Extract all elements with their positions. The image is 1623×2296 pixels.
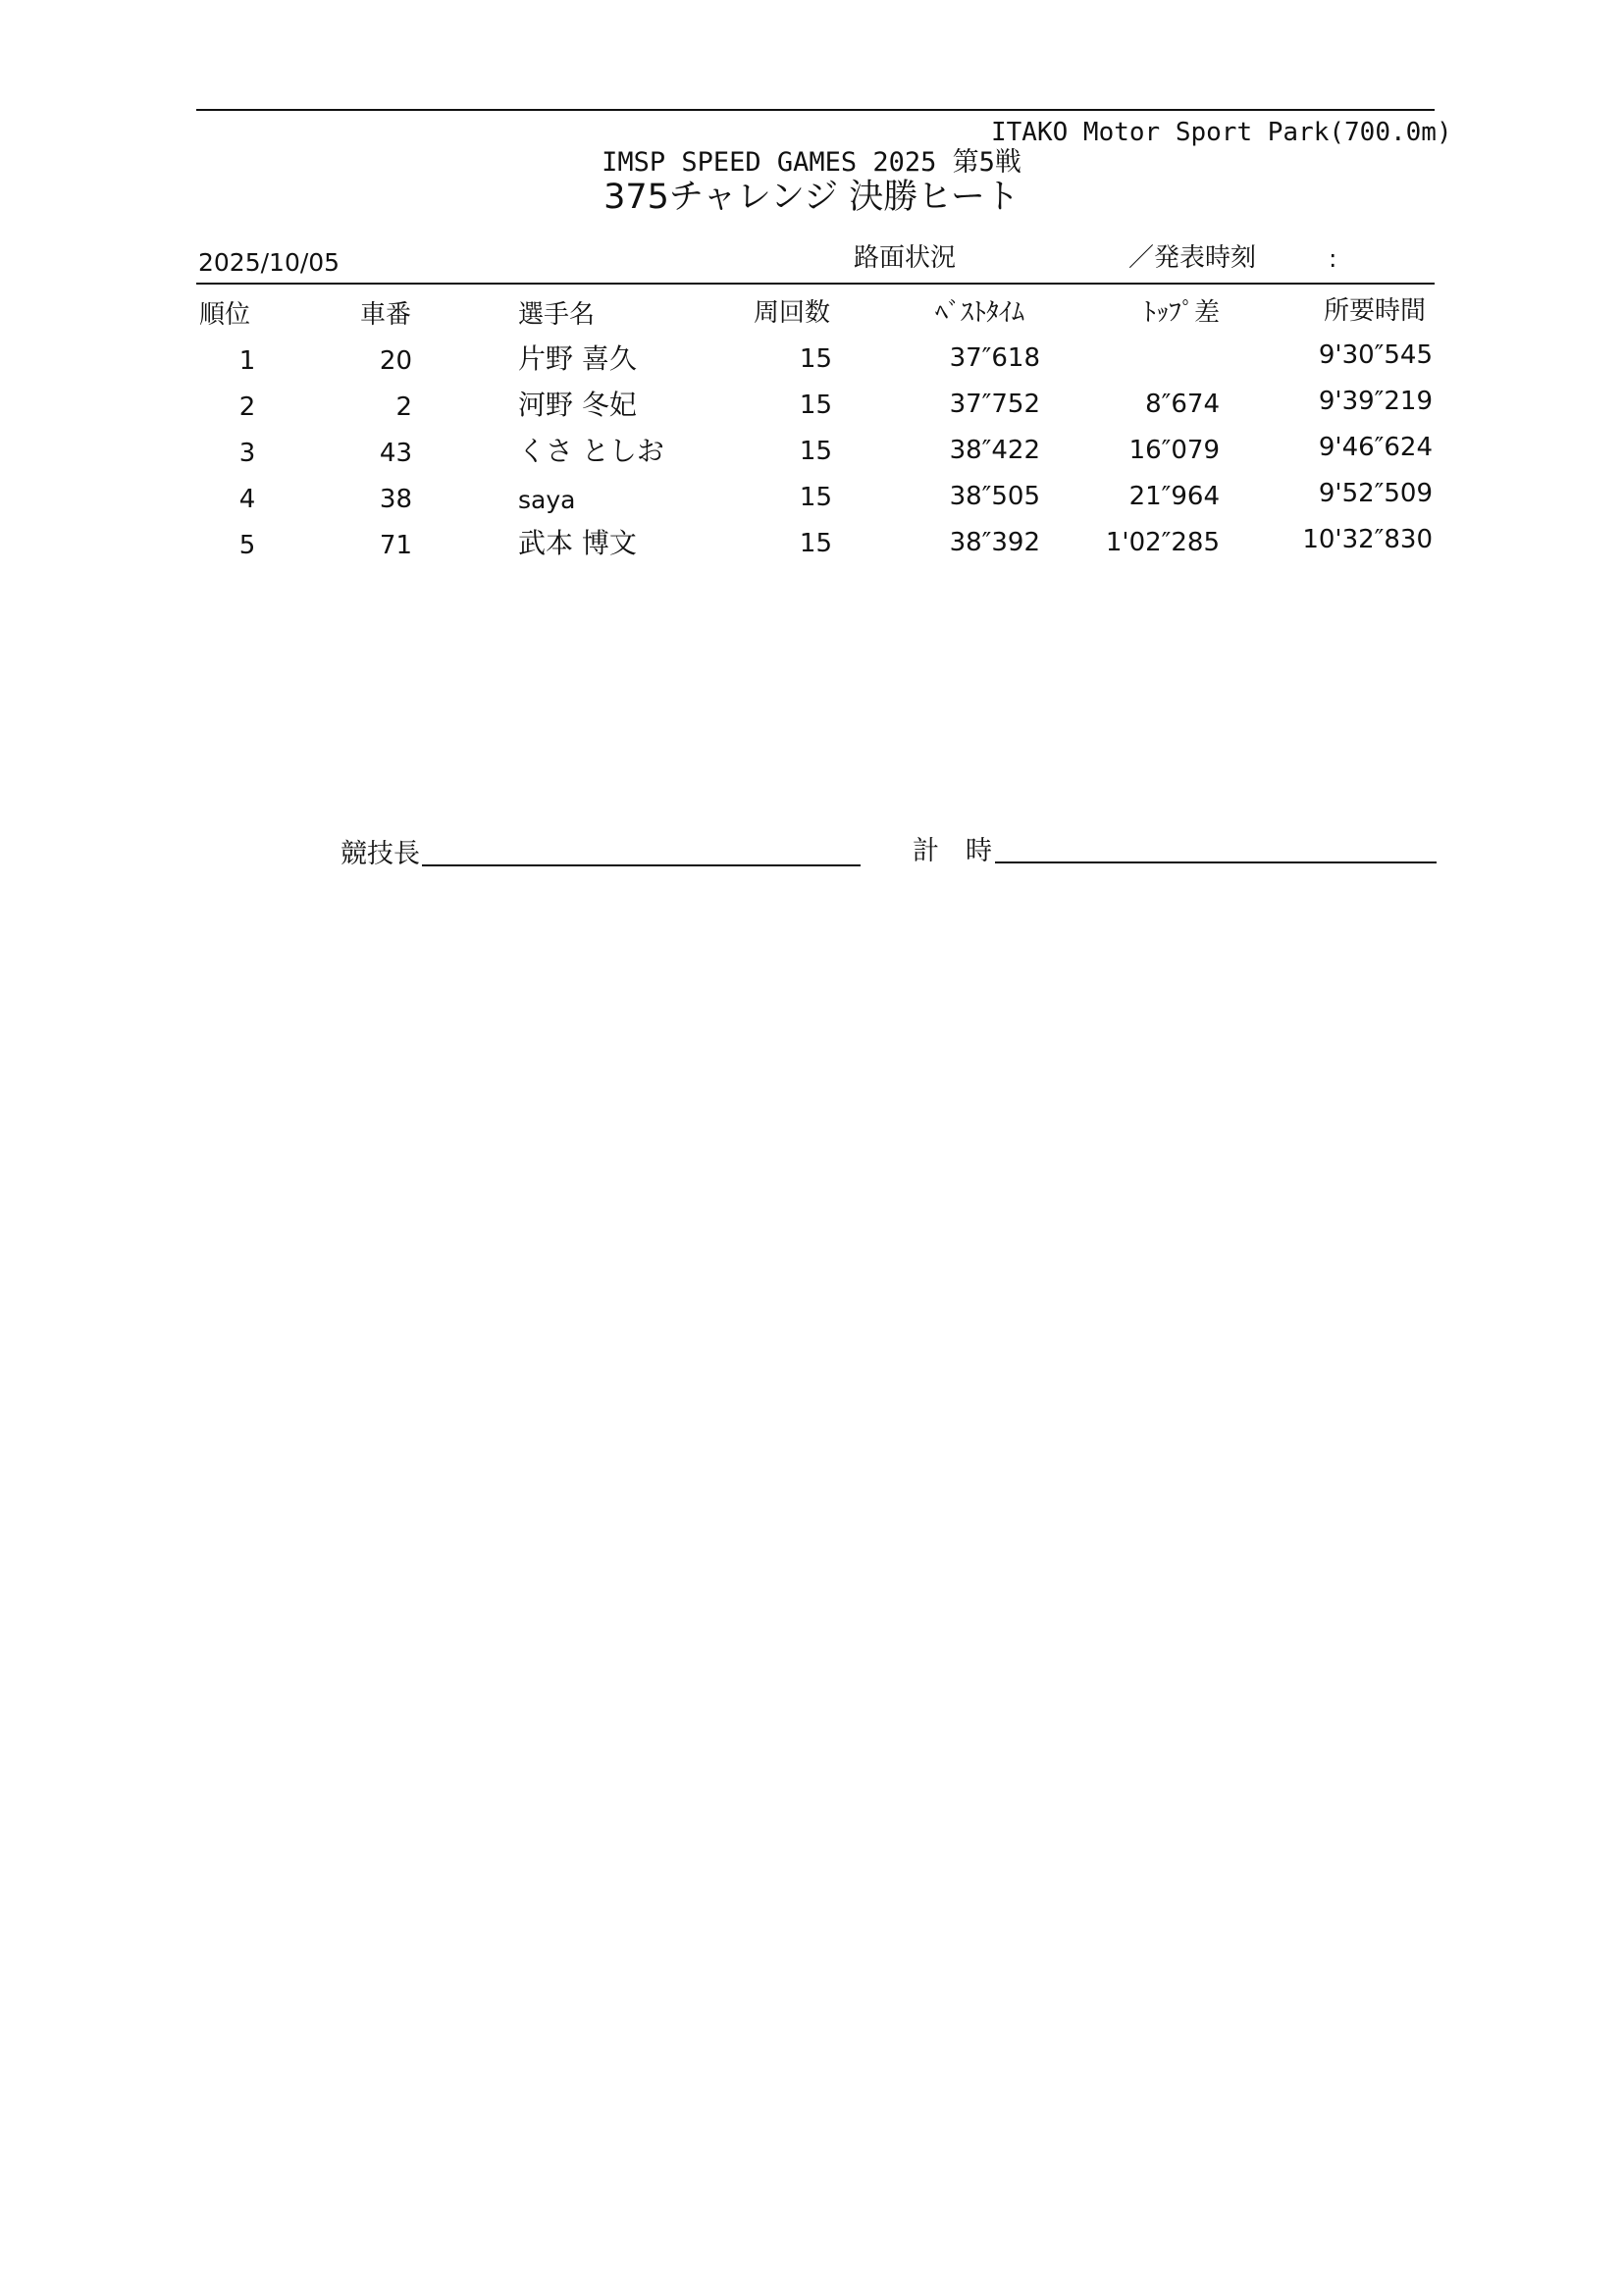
- gap-cell: 16″079: [1128, 436, 1220, 465]
- best-time-cell: 38″505: [949, 482, 1040, 511]
- race-date: 2025/10/05: [198, 248, 340, 277]
- race-director-label: 競技長: [340, 839, 420, 869]
- col-best-header: ﾍﾞｽﾄﾀｲﾑ: [935, 298, 1025, 328]
- event-title: IMSP SPEED GAMES 2025 第5戦: [602, 147, 1021, 178]
- laps-cell: 15: [799, 483, 832, 512]
- car-no-cell: 2: [395, 392, 412, 422]
- total-time-cell: 9'30″545: [1318, 340, 1433, 370]
- driver-cell: 片野 喜久: [518, 342, 637, 375]
- total-time-cell: 9'39″219: [1318, 387, 1433, 416]
- top-rule: [196, 109, 1435, 111]
- col-driver-header: 選手名: [518, 300, 596, 330]
- best-time-cell: 37″752: [949, 390, 1040, 419]
- laps-cell: 15: [799, 437, 832, 466]
- announce-time-label: ／発表時刻: [1128, 243, 1257, 273]
- timekeeper-label: 計 時: [913, 836, 992, 866]
- laps-cell: 15: [799, 391, 832, 420]
- total-time-cell: 9'46″624: [1318, 433, 1433, 462]
- car-no-cell: 71: [379, 531, 412, 560]
- best-time-cell: 38″392: [949, 528, 1040, 557]
- gap-cell: 1'02″285: [1105, 528, 1220, 557]
- col-total-header: 所要時間: [1324, 296, 1427, 326]
- announce-time-colon: :: [1329, 244, 1337, 273]
- driver-cell: 河野 冬妃: [518, 389, 637, 421]
- driver-cell: 武本 博文: [518, 527, 637, 559]
- total-time-cell: 9'52″509: [1318, 479, 1433, 508]
- car-no-cell: 43: [379, 439, 412, 468]
- rank-cell: 2: [238, 392, 256, 422]
- car-no-cell: 20: [379, 346, 412, 376]
- gap-cell: 8″674: [1145, 390, 1220, 419]
- race-title: 375チャレンジ 決勝ヒート: [603, 178, 1020, 217]
- road-condition-label: 路面状況: [854, 243, 957, 273]
- col-rank-header: 順位: [199, 300, 251, 330]
- col-laps-header: 周回数: [754, 298, 831, 328]
- driver-cell: くさ としお: [518, 435, 664, 467]
- laps-cell: 15: [799, 344, 832, 374]
- driver-cell: saya: [518, 486, 576, 514]
- race-director-signature-line: [422, 864, 861, 866]
- header-rule: [196, 283, 1435, 285]
- venue-label: ITAKO Motor Sport Park(700.0m): [991, 118, 1452, 147]
- rank-cell: 5: [238, 531, 256, 560]
- col-gap-header: ﾄｯﾌﾟ差: [1143, 298, 1221, 328]
- timekeeper-signature-line: [995, 861, 1437, 863]
- laps-cell: 15: [799, 529, 832, 558]
- rank-cell: 3: [238, 439, 256, 468]
- car-no-cell: 38: [379, 485, 412, 514]
- total-time-cell: 10'32″830: [1302, 525, 1433, 554]
- gap-cell: 21″964: [1128, 482, 1220, 511]
- best-time-cell: 38″422: [949, 436, 1040, 465]
- best-time-cell: 37″618: [949, 343, 1040, 373]
- rank-cell: 1: [238, 346, 256, 376]
- col-car-no-header: 車番: [360, 300, 412, 330]
- rank-cell: 4: [238, 485, 256, 514]
